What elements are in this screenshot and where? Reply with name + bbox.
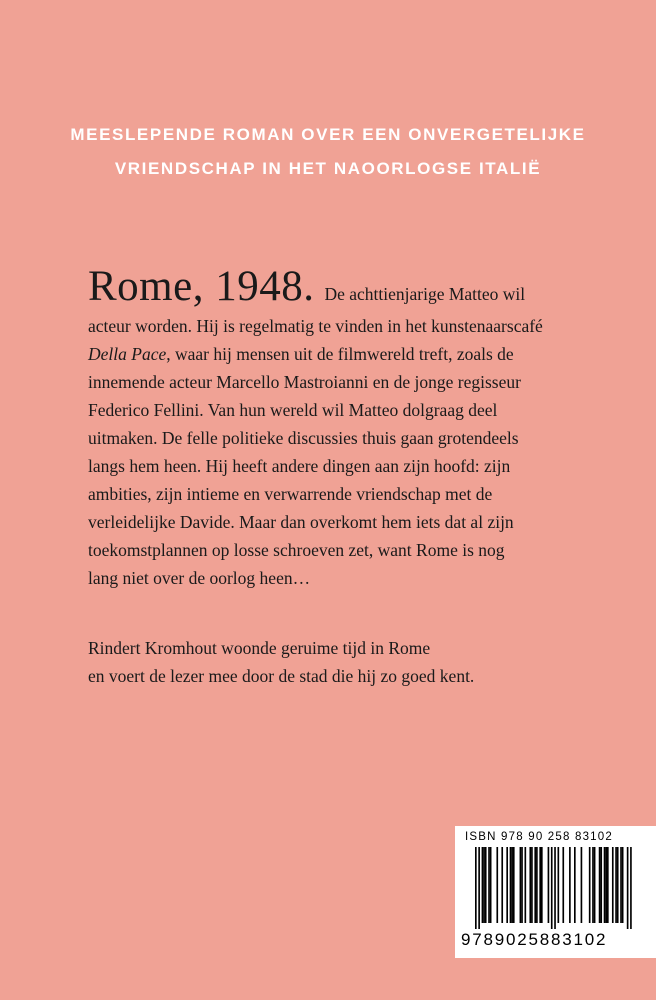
author-note-line: Rindert Kromhout woonde geruime tijd in Rome <box>88 638 431 658</box>
barcode-bar <box>620 847 622 923</box>
barcode-bar <box>558 847 560 923</box>
barcode-bar <box>605 847 607 923</box>
barcode-bar <box>589 847 591 923</box>
barcode-bar <box>531 847 533 923</box>
isbn-label: ISBN 978 90 258 83102 <box>465 831 613 843</box>
barcode-bar <box>501 847 503 923</box>
barcode-bar <box>581 847 583 923</box>
barcode-bar <box>617 847 619 923</box>
barcode-bars <box>463 847 649 929</box>
barcode-bar <box>520 847 522 923</box>
tagline <box>0 118 656 186</box>
blurb <box>88 262 608 592</box>
tagline-line-1: MEESLEPENDE ROMAN OVER EEN ONVERGETELIJKE <box>70 125 586 144</box>
blurb-line: uitmaken. De felle politieke discussies thuis gaan grotendeels <box>88 428 519 448</box>
barcode-bar <box>541 847 543 923</box>
blurb-line: ambities, zijn intieme en verwarrende vriendschap met de <box>88 484 493 504</box>
blurb-line: lang niet over de oorlog heen… <box>88 568 311 588</box>
barcode-bar <box>622 847 624 923</box>
barcode-bar <box>574 847 576 923</box>
author-note <box>88 634 608 690</box>
barcode-bar <box>599 847 601 923</box>
author-note-line: en voert de lezer mee door de stad die hij zo goed kent. <box>88 666 475 686</box>
barcode-bar <box>562 847 564 923</box>
barcode-bar <box>607 847 609 923</box>
barcode-bar <box>600 847 602 923</box>
barcode-bar <box>490 847 492 923</box>
blurb-line <box>88 340 608 368</box>
barcode-bar <box>478 847 480 929</box>
blurb-line: Federico Fellini. Van hun wereld wil Matteo dolgraag deel <box>88 400 498 420</box>
barcode-bar <box>536 847 538 923</box>
blurb-line-rest: , waar hij mensen uit de filmwereld treft, zoals de <box>166 344 514 364</box>
barcode <box>455 826 656 958</box>
barcode-bar <box>482 847 484 923</box>
barcode-bar <box>534 847 536 923</box>
barcode-bar <box>592 847 594 923</box>
barcode-bar <box>485 847 487 923</box>
blurb-line: langs hem heen. Hij heeft andere dingen aan zijn hoofd: zijn <box>88 456 511 476</box>
barcode-bar <box>539 847 541 923</box>
barcode-bar <box>529 847 531 923</box>
barcode-bar <box>569 847 571 923</box>
ean-digits: 9789025883102 <box>461 930 608 949</box>
blurb-line: toekomstplannen op losse schroeven zet, want Rome is nog <box>88 540 505 560</box>
blurb-title: Rome, 1948. <box>88 263 315 310</box>
barcode-bar <box>612 847 614 923</box>
barcode-bar <box>615 847 617 923</box>
barcode-bar <box>551 847 553 929</box>
blurb-line: verleidelijke Davide. Maar dan overkomt hem iets dat al zijn <box>88 512 514 532</box>
tagline-line-2: VRIENDSCHAP IN HET NAOORLOGSE ITALIË <box>114 159 542 178</box>
blurb-line: innemende acteur Marcello Mastroianni en de jonge regisseur <box>88 372 521 392</box>
barcode-bar <box>488 847 490 923</box>
barcode-bar <box>475 847 477 929</box>
barcode-bar <box>513 847 515 923</box>
barcode-bar <box>630 847 632 929</box>
barcode-bar <box>483 847 485 923</box>
barcode-bar <box>627 847 629 929</box>
barcode-bar <box>594 847 596 923</box>
barcode-bar <box>554 847 556 929</box>
cafe-name: Della Pace <box>88 344 167 364</box>
barcode-bar <box>548 847 550 923</box>
barcode-bar <box>496 847 498 923</box>
blurb-line: acteur worden. Hij is regelmatig te vinden in het kunstenaarscafé <box>88 316 543 336</box>
barcode-bar <box>604 847 606 923</box>
barcode-bar <box>506 847 508 923</box>
barcode-bar <box>510 847 512 923</box>
blurb-lead-line <box>88 262 608 312</box>
blurb-line: De achttienjarige Matteo wil <box>324 284 526 304</box>
barcode-bar <box>525 847 527 923</box>
barcode-bar <box>511 847 513 923</box>
barcode-bar <box>521 847 523 923</box>
